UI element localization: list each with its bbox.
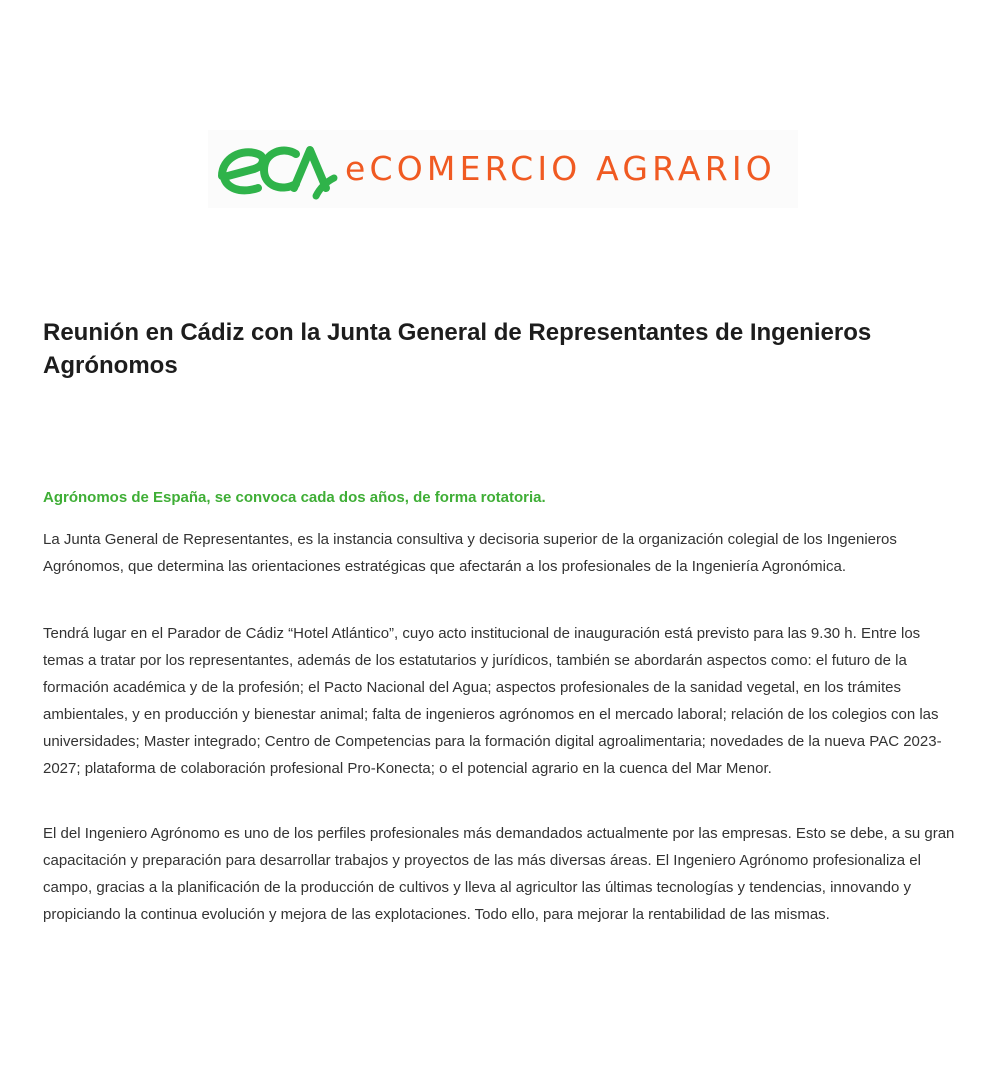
- article-title: Reunión en Cádiz con la Junta General de Representantes de Ingenieros Agrónomos: [43, 319, 872, 379]
- article-lead: Agrónomos de España, se convoca cada dos años, de forma rotatoria.: [43, 489, 546, 506]
- brand-name: eCOMERCIO AGRARIO: [345, 149, 776, 188]
- brand-logo: [208, 130, 798, 208]
- article-paragraph: La Junta General de Representantes, es la instancia consultiva y decisoria superior de la organización colegial de los Ingenieros Agrónomos, que determina las orientaciones estratégicas que afectarán a los profesionales de la Ingeniería Agronómica.: [43, 531, 897, 575]
- article-paragraph: El del Ingeniero Agrónomo es uno de los perfiles profesionales más demandados actualmente por las empresas. Esto se debe, a su gran capacitación y preparación para desarrollar trabajos y proyectos de las más diversas áreas. El Ingeniero Agrónomo profesionaliza el campo, gracias a la planificación de la producción de cultivos y lleva al agricultor las últimas tecnologías y tendencias, innovando y propiciando la continua evolución y mejora de las explotaciones. Todo ello, para mejorar la rentabilidad de las mismas.: [43, 825, 955, 923]
- article-paragraph: Tendrá lugar en el Parador de Cádiz “Hotel Atlántico”, cuyo acto institucional de inauguración está previsto para las 9.30 h. Entre los temas a tratar por los representantes, además de los estatutarios y jurídicos, también se abordarán aspectos como: el futuro de la formación académica y de la profesión; el Pacto Nacional del Agua; aspectos profesionales de la sanidad vegetal, en los trámites ambientales, y en producción y bienestar animal; falta de ingenieros agrónomos en el mercado laboral; relación de los colegios con las universidades; Master integrado; Centro de Competencias para la formación digital agroalimentaria; novedades de la nueva PAC 2023-2027; plataforma de colaboración profesional Pro-Konecta; o el potencial agrario en la cuenca del Mar Menor.: [43, 625, 942, 777]
- eca-logo-mark: [208, 130, 343, 208]
